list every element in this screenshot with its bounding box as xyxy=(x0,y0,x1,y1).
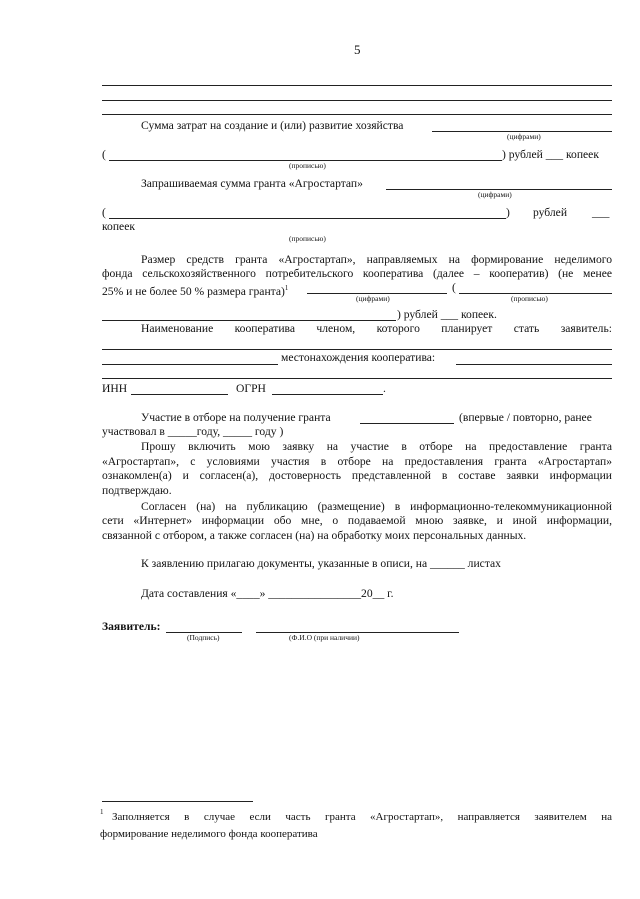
coop-amount-field[interactable] xyxy=(102,320,396,321)
hint-digits: (цифрами) xyxy=(356,294,390,303)
coop-amount-tail: ) рублей ___ копеек. xyxy=(397,308,497,321)
ids-end: . xyxy=(383,382,386,395)
hint-words: (прописью) xyxy=(289,161,326,170)
blank-line xyxy=(102,85,612,86)
signature-hint: (Подпись) xyxy=(187,633,220,642)
ogrn-label: ОГРН xyxy=(236,382,266,395)
applicant-label: Заявитель: xyxy=(102,620,161,633)
open-paren: ( xyxy=(452,281,456,294)
participation-line: Участие в отборе на получение гранта xyxy=(141,411,331,424)
coop-fund-line: 25% и не более 50 % размера гранта)$^1$ xyxy=(102,284,289,298)
close-paren: ) xyxy=(506,206,510,219)
request-line: подтверждаю. xyxy=(102,484,172,497)
participation-options: (впервые / повторно, ранее xyxy=(459,411,592,424)
name-hint: (Ф.И.О (при наличии) xyxy=(289,633,360,642)
request-line: Прошу включить мою заявку на участие в отборе на предоставление гранта xyxy=(141,440,612,453)
page-number: 5 xyxy=(354,42,361,57)
coop-name-field[interactable] xyxy=(102,364,278,365)
consent-line: связанной с отбором, а также согласен (на) на обработку моих персональных данных. xyxy=(102,529,527,542)
cost-words-tail: ) рублей ___ копеек xyxy=(502,148,599,161)
request-line: «Агростартап», с условиями участия в отборе на предоставления гранта «Агростартап» xyxy=(102,455,612,468)
grant-label: Запрашиваемая сумма гранта «Агростартап» xyxy=(141,177,363,190)
grant-words-field[interactable] xyxy=(109,218,506,219)
location-field[interactable] xyxy=(456,364,612,365)
location-label: местонахождения кооператива: xyxy=(281,351,436,364)
hint-digits: (цифрами) xyxy=(478,190,512,199)
hint-words: (прописью) xyxy=(511,294,548,303)
coop-name-line: Наименование кооператива членом, которого планирует стать заявитель: xyxy=(141,322,612,335)
footnote-line: формирование неделимого фонда кооператива xyxy=(100,828,318,840)
participation-years: участвовал в _____году, _____ году ) xyxy=(102,425,284,438)
coop-name-field[interactable] xyxy=(102,349,612,350)
consent-line: Согласен (на) на публикацию (размещение) в информационно-телекоммуникационной xyxy=(141,500,612,513)
inn-field[interactable] xyxy=(131,394,228,395)
location-field[interactable] xyxy=(102,378,612,379)
blank-line xyxy=(102,114,612,115)
coop-fund-line: Размер средств гранта «Агростартап», направляемых на формирование неделимого xyxy=(141,253,612,266)
attachments-line: К заявлению прилагаю документы, указанные в описи, на ______ листах xyxy=(141,557,501,570)
blank-line xyxy=(102,100,612,101)
consent-line: сети «Интернет» информации обо мне, о подаваемой мною заявке, и иной информации, xyxy=(102,514,612,527)
ogrn-field[interactable] xyxy=(272,394,383,395)
footnote-line: Заполняется в случае если часть гранта «Агростартап», направляется заявителем на xyxy=(112,811,612,823)
hint-digits: (цифрами) xyxy=(507,132,541,141)
open-paren: ( xyxy=(102,206,106,219)
kopecks-blank: ___ xyxy=(592,206,610,219)
footnote-separator xyxy=(102,801,253,802)
coop-fund-line: фонда сельскохозяйственного потребительского кооператива (далее – кооператив) (не менее xyxy=(102,267,612,280)
request-line: ознакомлен(а) и согласен(а), достоверность представленной в составе заявки информации xyxy=(102,469,612,482)
footnote-mark: 1 xyxy=(100,808,104,816)
participation-field[interactable] xyxy=(360,423,454,424)
rubles-label: рублей xyxy=(533,206,568,219)
kopecks-label: копеек xyxy=(102,220,135,233)
hint-words: (прописью) xyxy=(289,234,326,243)
open-paren: ( xyxy=(102,148,106,161)
date-line: Дата составления «____» ________________20__ г. xyxy=(141,587,394,600)
cost-label: Сумма затрат на создание и (или) развитие хозяйства xyxy=(141,119,404,132)
inn-label: ИНН xyxy=(102,382,128,395)
